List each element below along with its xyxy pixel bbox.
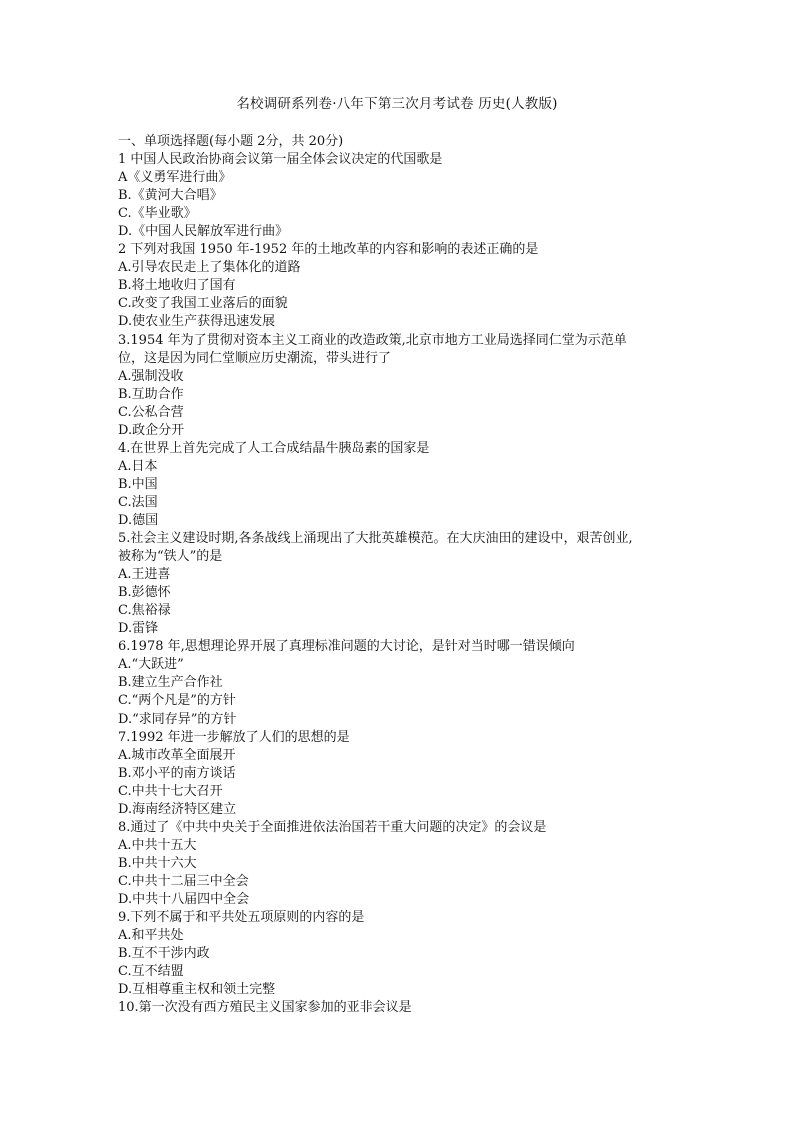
answer-option: B.将土地收归了国有 — [118, 278, 236, 294]
answer-option: D.互相尊重主权和领土完整 — [118, 982, 276, 998]
answer-option: C.“两个凡是”的方针 — [118, 693, 236, 709]
question-stem: 9.下列不属于和平共处五项原则的内容的是 — [118, 910, 365, 926]
answer-option: C.焦裕禄 — [118, 603, 171, 619]
question-1 — [118, 151, 688, 241]
answer-option: B.彭德怀 — [118, 585, 171, 601]
answer-option: C.互不结盟 — [118, 964, 184, 980]
answer-option: D.德国 — [118, 512, 159, 528]
question-stem: 4.在世界上首先完成了人工合成结晶牛胰岛素的国家是 — [118, 440, 430, 456]
answer-option: C.中共十二届三中全会 — [118, 873, 249, 889]
question-stem: 7.1992 年进一步解放了人们的思想的是 — [118, 729, 350, 745]
question-list — [118, 151, 688, 1017]
answer-option: A.引导农民走上了集体化的道路 — [118, 260, 301, 276]
answer-option: D.海南经济特区建立 — [118, 801, 237, 817]
answer-option: A.强制没收 — [118, 368, 184, 384]
answer-option: B.中共十六大 — [118, 855, 197, 871]
question-stem: 位，这是因为同仁堂顺应历史潮流，带头进行了 — [118, 350, 392, 366]
answer-option: D.“求同存异”的方针 — [118, 711, 237, 727]
answer-option: C.中共十七大召开 — [118, 783, 223, 799]
answer-option: D.雷锋 — [118, 621, 159, 637]
question-2 — [118, 241, 688, 331]
question-8 — [118, 819, 688, 909]
question-9 — [118, 909, 688, 999]
question-7 — [118, 729, 688, 819]
question-stem: 8.通过了《中共中央关于全面推进依法治国若干重大问题的决定》的会议是 — [118, 819, 547, 835]
question-stem: 被称为“铁人”的是 — [118, 549, 223, 565]
question-3 — [118, 332, 688, 440]
answer-option: D.使农业生产获得迅速发展 — [118, 314, 276, 330]
question-stem: 1 中国人民政治协商会议第一届全体会议决定的代国歌是 — [118, 152, 443, 168]
question-stem: 6.1978 年,思想理论界开展了真理标准问题的大讨论，是针对当时哪一错误倾向 — [118, 639, 575, 655]
answer-option: A.和平共处 — [118, 928, 184, 944]
answer-option: A.“大跃进” — [118, 657, 184, 673]
answer-option: A.日本 — [118, 458, 158, 474]
question-stem: 3.1954 年为了贯彻对资本主义工商业的改造政策,北京市地方工业局选择同仁堂为示范单 — [118, 332, 627, 348]
answer-option: B.《黄河大合唱》 — [118, 188, 223, 204]
question-stem: 5.社会主义建设时期,各条战线上涌现出了大批英雄模范。在大庆油田的建设中，艰苦创业, — [118, 531, 633, 547]
answer-option: C.法国 — [118, 494, 158, 510]
answer-option: B.建立生产合作社 — [118, 675, 223, 691]
answer-option: B.互助合作 — [118, 386, 184, 402]
answer-option: B.中国 — [118, 476, 158, 492]
answer-option: A.城市改革全面展开 — [118, 747, 236, 763]
answer-option: A《义勇军进行曲》 — [118, 170, 232, 186]
question-stem: 10.第一次没有西方殖民主义国家参加的亚非会议是 — [118, 1000, 412, 1016]
answer-option: C.《毕业歌》 — [118, 206, 197, 222]
answer-option: D.中共十八届四中全会 — [118, 891, 250, 907]
question-10 — [118, 999, 688, 1017]
answer-option: C.改变了我国工业落后的面貌 — [118, 296, 288, 312]
question-stem: 2 下列对我国 1950 年-1952 年的土地改革的内容和影响的表述正确的是 — [118, 242, 539, 258]
question-6 — [118, 638, 688, 728]
answer-option: C.公私合营 — [118, 404, 184, 420]
section-heading: 一、单项选择题(每小题 2分，共 20分) — [118, 134, 344, 149]
answer-option: D.政企分开 — [118, 422, 185, 438]
answer-option: B.邓小平的南方谈话 — [118, 765, 236, 781]
answer-option: A.中共十五大 — [118, 837, 197, 853]
exam-title: 名校调研系列卷·八年下第三次月考试卷 历史(人教版) — [236, 96, 558, 112]
answer-option: A.王进喜 — [118, 567, 171, 583]
exam-content — [118, 133, 688, 1017]
question-5 — [118, 530, 688, 638]
answer-option: B.互不干涉内政 — [118, 946, 210, 962]
question-4 — [118, 440, 688, 530]
answer-option: D.《中国人民解放军进行曲》 — [118, 224, 289, 240]
